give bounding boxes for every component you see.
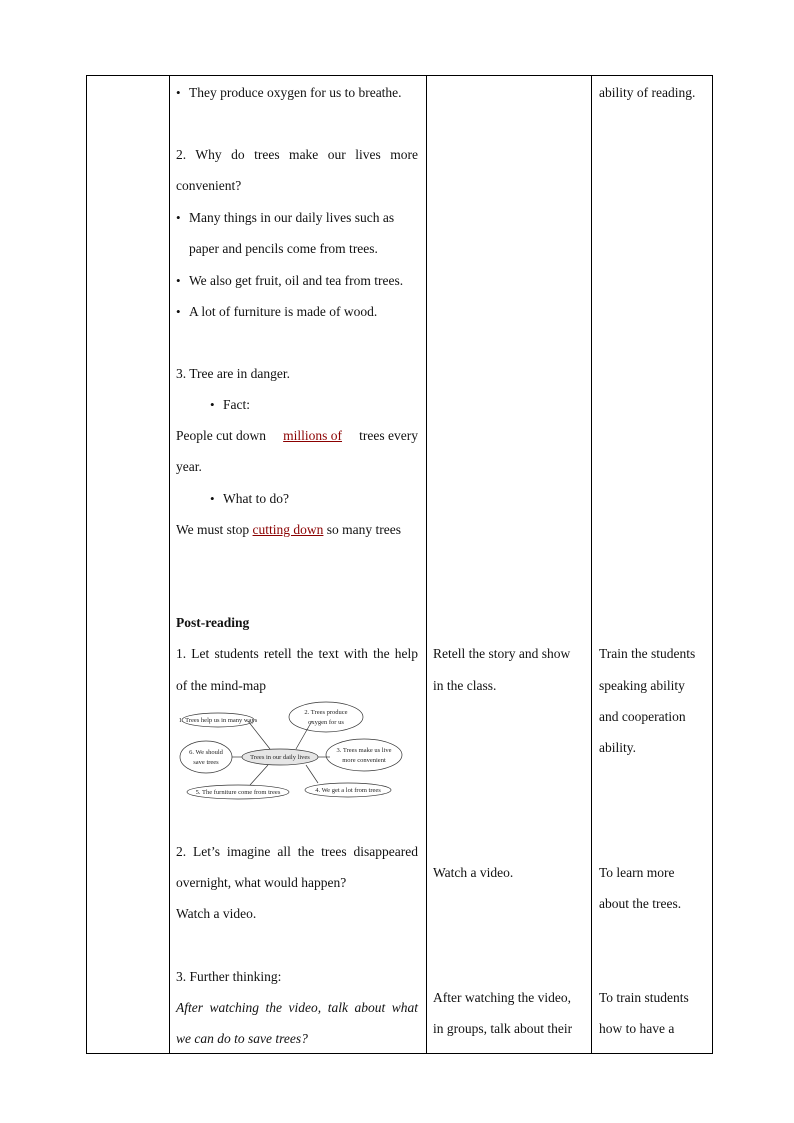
activity-watch-video: Watch a video. [433, 865, 514, 880]
post-task2-line2: overnight, what would happen? [176, 875, 347, 890]
fact-highlight: millions of [283, 428, 343, 443]
purpose-train-line2: how to have a [599, 1021, 675, 1036]
purpose-learn-line2: about the trees. [599, 896, 682, 911]
mindmap-label-3a: 3. Trees make us live [336, 747, 392, 754]
mindmap-label-6a: 6. We should [189, 749, 223, 756]
activity-discuss-line1: After watching the video, [433, 990, 571, 1005]
bullet-daily-things-line2: paper and pencils come from trees. [189, 241, 378, 256]
fact-label: • Fact: [223, 397, 250, 413]
mindmap-link-4 [306, 765, 318, 783]
todo-text-pre: We must stop [176, 522, 250, 537]
post-task3-line2: After watching the video, talk about what [176, 1000, 418, 1015]
post-task3-line1: 3. Further thinking: [176, 969, 282, 984]
post-task2-line3: Watch a video. [176, 906, 257, 921]
mindmap-node-6 [180, 741, 232, 773]
activity-discuss-line2: in groups, talk about their [433, 1021, 573, 1036]
student-activity-column-cell [427, 76, 592, 1054]
mindmap-link-5 [250, 765, 268, 785]
bullet-furniture: • A lot of furniture is made of wood. [189, 304, 377, 320]
mindmap-label-1: 1. Trees help us in many ways [178, 717, 258, 724]
what-to-do-label: • What to do? [223, 491, 289, 507]
post-task3-line3: we can do to save trees? [176, 1031, 308, 1046]
stage-column-cell [87, 76, 170, 1054]
fact-sentence [176, 428, 418, 444]
question-convenient-line2: convenient? [176, 178, 242, 193]
mindmap-label-3b: more convenient [342, 757, 386, 764]
fact-sentence-line2: year. [176, 459, 202, 474]
post-task1-line2: of the mind-map [176, 678, 266, 693]
bullet-daily-things-line1: • Many things in our daily lives such as [189, 210, 394, 226]
purpose-speaking-line4: ability. [599, 740, 636, 755]
purpose-train-line1: To train students [599, 990, 689, 1005]
trees-in-danger-heading: 3. Tree are in danger. [176, 366, 290, 381]
fact-text-pre: People cut down [176, 428, 266, 443]
mindmap-node-3 [326, 739, 402, 771]
mindmap-label-2b: oxygen for us [308, 719, 344, 726]
post-reading-heading: Post-reading [176, 615, 250, 630]
lesson-plan-table [86, 75, 713, 1054]
todo-highlight: cutting down [252, 522, 324, 537]
mindmap-label-6b: save trees [193, 759, 219, 766]
activity-retell-line2: in the class. [433, 678, 497, 693]
purpose-reading: ability of reading. [599, 85, 696, 100]
purpose-speaking-line1: Train the students [599, 646, 696, 661]
post-task1-line1: 1. Let students retell the text with the help [176, 646, 418, 661]
purpose-speaking-line3: and cooperation [599, 709, 686, 724]
mindmap-label-4: 4. We get a lot from trees [315, 787, 381, 794]
post-task2-line1: 2. Let’s imagine all the trees disappeared [176, 844, 418, 859]
what-to-do-sentence [176, 522, 401, 538]
mindmap-node-2 [289, 702, 363, 732]
purpose-column-cell [592, 76, 713, 1054]
mindmap-label-5: 5. The furniture come from trees [195, 789, 281, 796]
bullet-oxygen: • They produce oxygen for us to breathe. [189, 85, 402, 101]
todo-text-post: so many trees [326, 522, 402, 537]
fact-text-post: trees every [359, 428, 418, 443]
mindmap-label-2a: 2. Trees produce [304, 709, 348, 716]
question-convenient-line1: 2. Why do trees make our lives more [176, 147, 418, 162]
purpose-learn-line1: To learn more [599, 865, 675, 880]
mind-map-diagram [178, 697, 406, 801]
activity-retell-line1: Retell the story and show [433, 646, 571, 661]
purpose-speaking-line2: speaking ability [599, 678, 685, 693]
content-column-cell [170, 76, 427, 1054]
bullet-fruit-oil-tea: • We also get fruit, oil and tea from trees. [189, 273, 403, 289]
mindmap-center-label: Trees in our daily lives [250, 754, 310, 761]
mindmap-link-1 [248, 721, 270, 749]
